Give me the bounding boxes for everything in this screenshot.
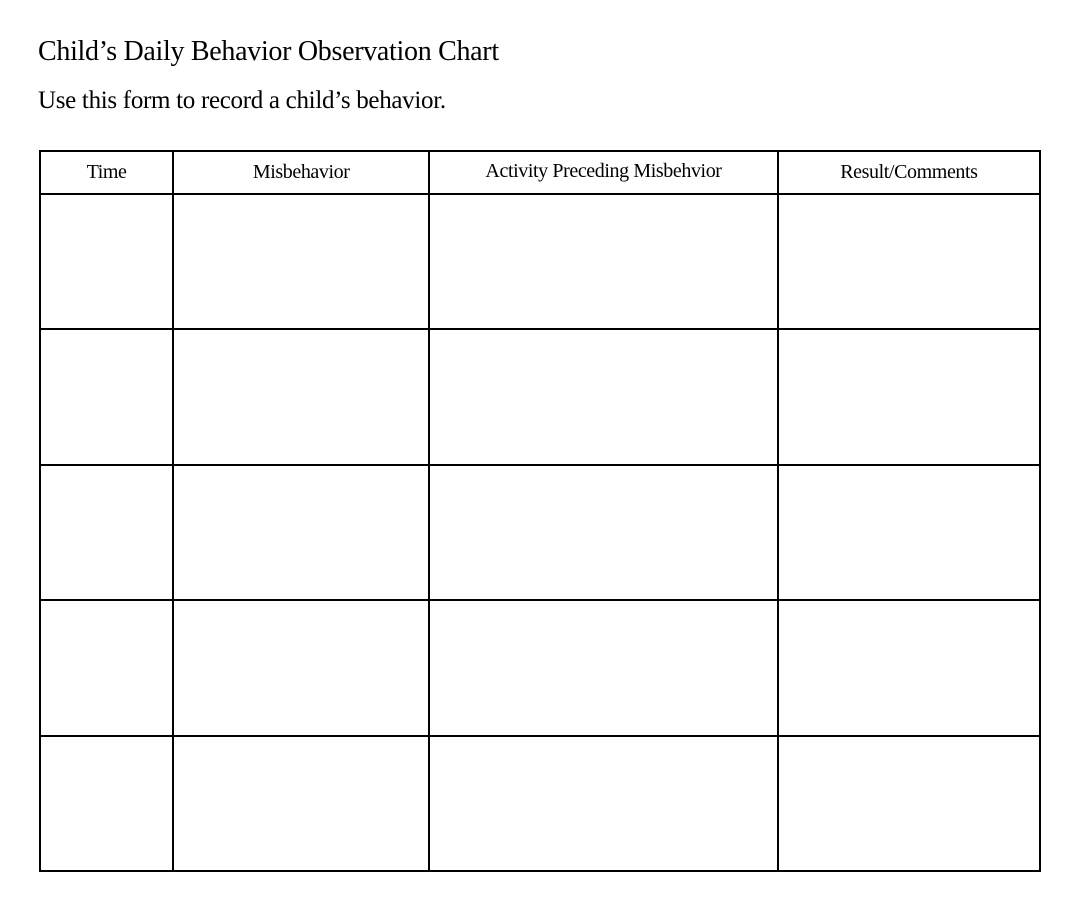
activity-cell [429, 600, 778, 735]
misbehavior-cell [173, 465, 429, 600]
result-cell [778, 736, 1040, 871]
activity-cell [429, 194, 778, 329]
table-row [40, 736, 1040, 871]
misbehavior-cell [173, 329, 429, 464]
result-cell [778, 465, 1040, 600]
column-header-time: Time [40, 151, 173, 194]
time-cell [40, 194, 173, 329]
column-header-result-comments: Result/Comments [778, 151, 1040, 194]
column-header-misbehavior: Misbehavior [173, 151, 429, 194]
page-title: Child’s Daily Behavior Observation Chart [38, 36, 499, 67]
table-row [40, 329, 1040, 464]
time-cell [40, 329, 173, 464]
misbehavior-cell [173, 736, 429, 871]
table-row [40, 600, 1040, 735]
result-cell [778, 329, 1040, 464]
page-instructions: Use this form to record a child’s behavior. [38, 87, 446, 114]
time-cell [40, 600, 173, 735]
behavior-observation-table [39, 150, 1041, 872]
activity-cell [429, 465, 778, 600]
table-header-row [40, 151, 1040, 194]
activity-cell [429, 329, 778, 464]
time-cell [40, 736, 173, 871]
misbehavior-cell [173, 194, 429, 329]
column-header-activity-preceding: Activity Preceding Misbehvior [429, 151, 778, 194]
misbehavior-cell [173, 600, 429, 735]
table-row [40, 194, 1040, 329]
result-cell [778, 194, 1040, 329]
activity-cell [429, 736, 778, 871]
result-cell [778, 600, 1040, 735]
table-row [40, 465, 1040, 600]
time-cell [40, 465, 173, 600]
